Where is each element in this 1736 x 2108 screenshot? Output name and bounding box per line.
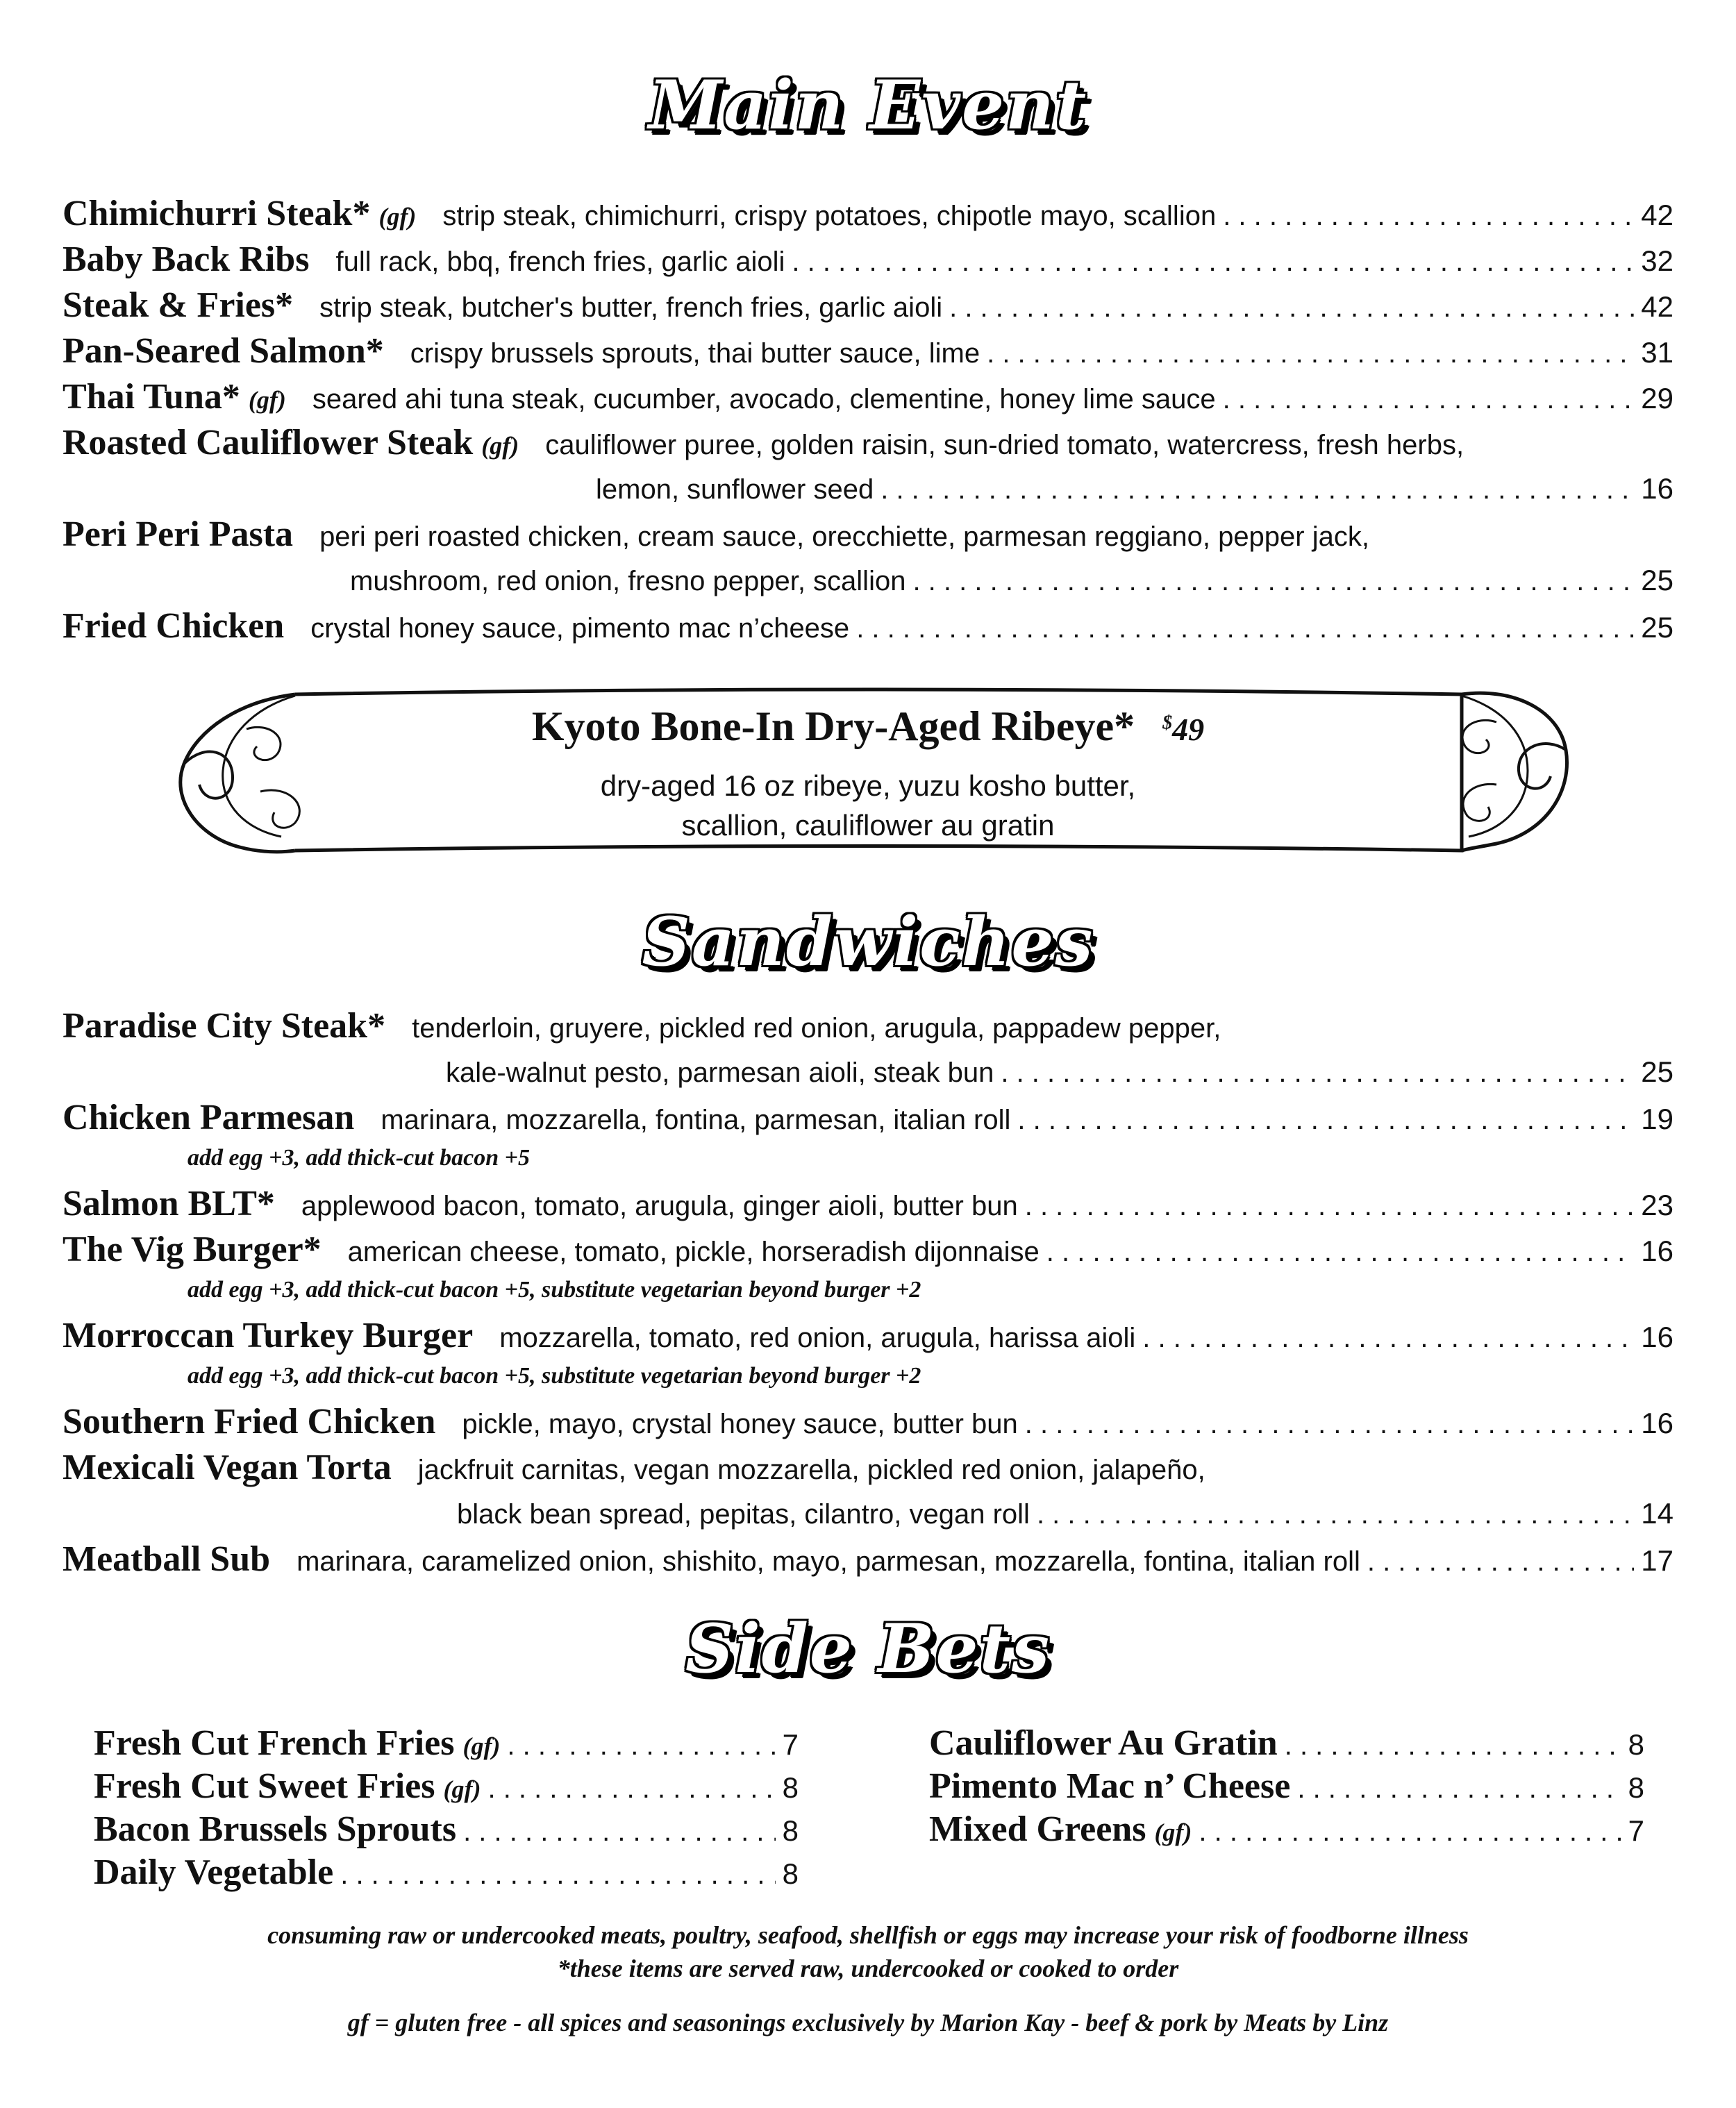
item-name: Meatball Sub [62,1539,271,1579]
featured-item-price [1162,712,1204,747]
dot-leader [1297,1767,1621,1810]
item-name: Paradise City Steak* [62,1006,386,1046]
item-description-cont: kale-walnut pesto, parmesan aioli, steak bun [446,1057,994,1088]
side-item [929,1808,1644,1851]
item-name: Fried Chicken [62,606,285,646]
dot-leader [1285,1724,1621,1767]
item-description: pickle, mayo, crystal honey sauce, butter bun [462,1409,1018,1439]
item-name: Thai Tuna* [62,377,240,417]
item-name: Chimichurri Steak* [62,194,371,233]
item-description: tenderloin, gruyere, pickled red onion, arugula, pappadew pepper, [412,1013,1221,1044]
side-name: Mixed Greens [929,1809,1146,1849]
side-bets-title: Side Bets [685,1609,1051,1688]
side-item [929,1722,1644,1765]
item-name: Southern Fried Chicken [62,1402,436,1441]
item-description: jackfruit carnitas, vegan mozzarella, pickled red onion, jalapeño, [417,1455,1205,1485]
side-name: Cauliflower Au Gratin [929,1723,1278,1763]
dot-leader [1223,376,1635,422]
gluten-free-tag: (gf) [462,1732,501,1760]
item-price: 32 [1641,244,1674,277]
dot-leader [463,1810,776,1853]
menu-item [62,328,1674,374]
item-price: 25 [1641,564,1674,596]
side-name: Bacon Brussels Sprouts [94,1809,457,1849]
main-event-list [62,191,1674,649]
item-price: 17 [1641,1544,1674,1577]
item-name: Steak & Fries* [62,285,294,325]
menu-item [62,1227,1674,1313]
item-name: Salmon BLT* [62,1184,275,1223]
currency-symbol: $ [1162,712,1173,734]
side-price: 7 [1628,1814,1644,1847]
item-description-cont: lemon, sunflower seed [596,474,874,505]
item-description: strip steak, chimichurri, crispy potatoes, chipotle mayo, scallion [442,201,1217,231]
side-name: Fresh Cut Sweet Fries [94,1766,435,1806]
sides-right-column [929,1722,1644,1851]
featured-item-name: Kyoto Bone-In Dry-Aged Ribeye* [531,703,1135,749]
menu-item [62,1003,1674,1095]
item-description: peri peri roasted chicken, cream sauce, orecchiette, parmesan reggiano, pepper jack, [319,521,1369,552]
dot-leader [792,239,1634,285]
featured-special-banner [156,687,1580,861]
side-price: 8 [782,1814,799,1847]
dot-leader [1025,1183,1635,1229]
side-item [929,1765,1644,1808]
item-name: Chicken Parmesan [62,1098,355,1137]
gluten-free-tag: (gf) [248,386,286,414]
menu-item [62,512,1674,603]
menu-item [62,237,1674,283]
menu-item [62,603,1674,649]
food-safety-warning: consuming raw or undercooked meats, poultry, seafood, shellfish or eggs may increase your risk of foodborne illness [267,1921,1469,1949]
side-price: 7 [782,1728,799,1761]
item-price: 29 [1641,382,1674,415]
item-description: full rack, bbq, french fries, garlic aioli [335,246,785,277]
item-description: mozzarella, tomato, red onion, arugula, harissa aioli [499,1323,1136,1353]
dot-leader [856,605,1634,651]
dot-leader [1017,1097,1634,1143]
menu-item [62,1399,1674,1445]
item-name: Peri Peri Pasta [62,515,294,554]
item-description: marinara, caramelized onion, shishito, mayo, parmesan, mozzarella, fontina, italian roll [297,1546,1360,1577]
raw-items-note: *these items are served raw, undercooked or cooked to order [557,1955,1179,1982]
dot-leader [880,467,1634,512]
item-description-cont: mushroom, red onion, fresno pepper, scallion [350,566,906,596]
credits-line: gf = gluten free - all spices and seasonings exclusively by Marion Kay - beef & pork by Meats by Linz [347,2009,1389,2036]
menu-item [62,283,1674,328]
gluten-free-tag: (gf) [481,432,519,460]
item-name: Baby Back Ribs [62,240,310,279]
gluten-free-tag: (gf) [443,1775,481,1803]
item-name: Morroccan Turkey Burger [62,1316,474,1355]
item-addon-note: add egg +3, add thick-cut bacon +5, substitute vegetarian beyond burger +2 [187,1277,921,1303]
dot-leader [507,1724,775,1767]
item-name: Roasted Cauliflower Steak [62,423,474,462]
item-name: Pan-Seared Salmon* [62,331,384,371]
menu-item [62,1445,1674,1537]
item-price: 25 [1641,1055,1674,1088]
dot-leader [912,558,1634,604]
side-price: 8 [1628,1771,1644,1804]
item-description: applewood bacon, tomato, arugula, ginger aioli, butter bun [301,1191,1018,1221]
side-name: Pimento Mac n’ Cheese [929,1766,1291,1806]
side-item [94,1765,799,1808]
item-price: 31 [1641,336,1674,369]
featured-description-line-1: dry-aged 16 oz ribeye, yuzu kosho butter, [600,769,1136,802]
item-price: 16 [1641,1321,1674,1353]
item-price: 42 [1641,290,1674,323]
featured-price-value: 49 [1172,712,1205,747]
item-description: crystal honey sauce, pimento mac n’cheese [310,613,850,644]
dot-leader [1142,1315,1634,1361]
item-description: american cheese, tomato, pickle, horseradish dijonnaise [347,1237,1040,1267]
item-description-cont: black bean spread, pepitas, cilantro, vegan roll [457,1499,1030,1530]
gluten-free-tag: (gf) [1154,1818,1192,1846]
side-price: 8 [782,1771,799,1804]
sandwiches-title: Sandwiches [642,903,1094,981]
menu-item [62,420,1674,512]
item-description: cauliflower puree, golden raisin, sun-dried tomato, watercress, fresh herbs, [545,430,1464,460]
item-description: strip steak, butcher's butter, french fries, garlic aioli [319,292,943,323]
item-description: crispy brussels sprouts, thai butter sauce, lime [410,338,980,369]
sides-left-column [94,1722,799,1894]
side-price: 8 [1628,1728,1644,1761]
dot-leader [1037,1491,1634,1537]
menu-item [62,374,1674,420]
dot-leader [340,1853,775,1896]
dot-leader [987,331,1634,376]
item-description: marinara, mozzarella, fontina, parmesan, italian roll [381,1105,1011,1135]
dot-leader [1199,1810,1621,1853]
menu-item [62,191,1674,237]
gluten-free-tag: (gf) [378,203,417,231]
side-item [94,1808,799,1851]
featured-item-title [156,703,1580,751]
side-name: Fresh Cut French Fries [94,1723,455,1763]
dot-leader [1367,1539,1634,1584]
item-price: 23 [1641,1189,1674,1221]
item-price: 19 [1641,1103,1674,1135]
side-item [94,1722,799,1765]
menu-item [62,1095,1674,1181]
dot-leader [1025,1401,1634,1447]
dot-leader [1001,1050,1634,1096]
menu-item [62,1313,1674,1399]
item-price: 16 [1641,472,1674,505]
item-price: 42 [1641,199,1674,231]
item-price: 14 [1641,1497,1674,1530]
item-name: Mexicali Vegan Torta [62,1448,392,1487]
item-addon-note: add egg +3, add thick-cut bacon +5 [187,1145,530,1171]
item-description: seared ahi tuna steak, cucumber, avocado, clementine, honey lime sauce [312,384,1216,415]
item-price: 16 [1641,1407,1674,1439]
sandwiches-list [62,1003,1674,1582]
item-price: 16 [1641,1235,1674,1267]
menu-item [62,1181,1674,1227]
dot-leader [1223,193,1634,239]
item-name: The Vig Burger* [62,1230,322,1269]
side-price: 8 [782,1857,799,1890]
item-addon-note: add egg +3, add thick-cut bacon +5, substitute vegetarian beyond burger +2 [187,1363,921,1389]
featured-description-line-2: scallion, cauliflower au gratin [681,809,1055,842]
side-item [94,1851,799,1894]
side-name: Daily Vegetable [94,1852,334,1892]
menu-item [62,1537,1674,1582]
item-price: 25 [1641,611,1674,644]
dot-leader [1046,1229,1635,1275]
dot-leader [487,1767,775,1810]
main-event-title: Main Event [648,66,1088,144]
dot-leader [949,285,1634,331]
